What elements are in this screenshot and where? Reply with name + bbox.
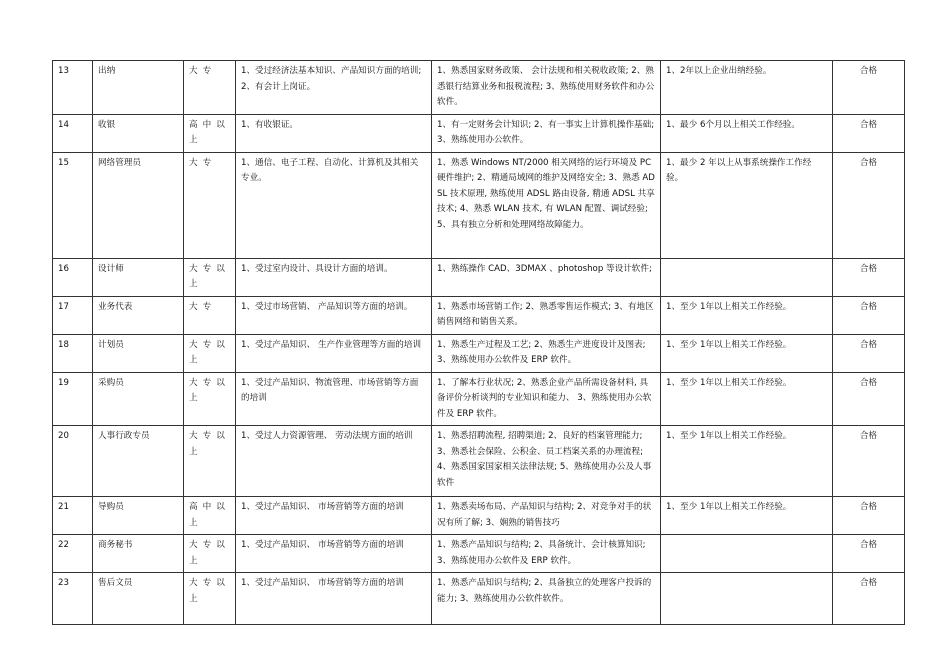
education-requirement: 大专以上 xyxy=(184,334,236,372)
evaluation-result: 合格 xyxy=(833,573,905,625)
position-name: 计划员 xyxy=(93,334,184,372)
position-name: 网络管理员 xyxy=(93,152,184,258)
training-requirement: 1、受过产品知识、物流管理、市场营销等方面的培训 xyxy=(236,372,432,426)
position-name: 商务秘书 xyxy=(93,535,184,573)
experience-requirement xyxy=(661,573,833,625)
evaluation-result: 合格 xyxy=(833,61,905,115)
row-number: 17 xyxy=(53,296,93,334)
table-row xyxy=(53,152,905,258)
experience-requirement: 1、最少 2 年以上从事系统操作工作经验。 xyxy=(661,152,833,258)
table-body xyxy=(53,61,905,625)
experience-requirement: 1、至少 1年以上相关工作经验。 xyxy=(661,497,833,535)
training-requirement: 1、受过产品知识、 市场营销等方面的培训 xyxy=(236,573,432,625)
position-name: 收银 xyxy=(93,114,184,152)
knowledge-requirement: 1、熟练操作 CAD、3DMAX 、photoshop 等设计软件; xyxy=(432,258,661,296)
row-number: 21 xyxy=(53,497,93,535)
knowledge-requirement: 1、熟悉国家财务政策、 会计法规和相关税收政策; 2、熟悉银行结算业务和报税流程; 3、熟练使用财务软件和办公软件。 xyxy=(432,61,661,115)
knowledge-requirement: 1、熟悉产品知识与结构; 2、具备独立的处理客户投诉的能力; 3、熟练使用办公软件软件。 xyxy=(432,573,661,625)
evaluation-result: 合格 xyxy=(833,296,905,334)
row-number: 15 xyxy=(53,152,93,258)
knowledge-requirement: 1、熟悉招聘流程, 招聘渠道; 2、良好的档案管理能力; 3、熟悉社会保险、公积金、员工档案关系的办理流程; 4、熟悉国家国家相关法律法规; 5、熟练使用办公及人事软件 xyxy=(432,426,661,497)
experience-requirement: 1、最少 6个月以上相关工作经验。 xyxy=(661,114,833,152)
position-name: 设计师 xyxy=(93,258,184,296)
table-row xyxy=(53,296,905,334)
row-number: 18 xyxy=(53,334,93,372)
experience-requirement: 1、至少 1年以上相关工作经验。 xyxy=(661,426,833,497)
education-requirement: 高中以上 xyxy=(184,497,236,535)
evaluation-result: 合格 xyxy=(833,426,905,497)
row-number: 16 xyxy=(53,258,93,296)
training-requirement: 1、受过市场营销、 产品知识等方面的培训。 xyxy=(236,296,432,334)
position-name: 导购员 xyxy=(93,497,184,535)
training-requirement: 1、有收银证。 xyxy=(236,114,432,152)
knowledge-requirement: 1、熟悉市场营销工作; 2、熟悉零售运作模式; 3、有地区销售网络和销售关系。 xyxy=(432,296,661,334)
table-row xyxy=(53,258,905,296)
position-name: 出纳 xyxy=(93,61,184,115)
experience-requirement: 1、至少 1年以上相关工作经验。 xyxy=(661,296,833,334)
row-number: 20 xyxy=(53,426,93,497)
row-number: 14 xyxy=(53,114,93,152)
evaluation-result: 合格 xyxy=(833,372,905,426)
table-row xyxy=(53,61,905,115)
training-requirement: 1、受过产品知识、 市场营销等方面的培训 xyxy=(236,497,432,535)
education-requirement: 高中以上 xyxy=(184,114,236,152)
table-row xyxy=(53,114,905,152)
education-requirement: 大专以上 xyxy=(184,372,236,426)
education-requirement: 大专 xyxy=(184,152,236,258)
evaluation-result: 合格 xyxy=(833,258,905,296)
training-requirement: 1、受过经济法基本知识、产品知识方面的培训; 2、有会计上岗证。 xyxy=(236,61,432,115)
knowledge-requirement: 1、熟悉产品知识与结构; 2、具备统计、会计核算知识; 3、熟练使用办公软件及 ERP 软件。 xyxy=(432,535,661,573)
evaluation-result: 合格 xyxy=(833,535,905,573)
table-row xyxy=(53,372,905,426)
training-requirement: 1、受过产品知识、 生产作业管理等方面的培训 xyxy=(236,334,432,372)
education-requirement: 大专以上 xyxy=(184,258,236,296)
requirements-table xyxy=(52,60,905,625)
table-row xyxy=(53,573,905,625)
evaluation-result: 合格 xyxy=(833,497,905,535)
experience-requirement xyxy=(661,258,833,296)
knowledge-requirement: 1、有一定财务会计知识; 2、有一事实上计算机操作基础; 3、熟练使用办公软件。 xyxy=(432,114,661,152)
evaluation-result: 合格 xyxy=(833,334,905,372)
row-number: 19 xyxy=(53,372,93,426)
row-number: 22 xyxy=(53,535,93,573)
experience-requirement xyxy=(661,535,833,573)
experience-requirement: 1、至少 1年以上相关工作经验。 xyxy=(661,334,833,372)
position-name: 售后文员 xyxy=(93,573,184,625)
table-row xyxy=(53,426,905,497)
knowledge-requirement: 1、熟悉生产过程及工艺; 2、熟悉生产进度设计及图表; 3、熟练使用办公软件及 ERP 软件。 xyxy=(432,334,661,372)
training-requirement: 1、受过人力资源管理、 劳动法规方面的培训 xyxy=(236,426,432,497)
training-requirement: 1、受过室内设计、具设计方面的培训。 xyxy=(236,258,432,296)
evaluation-result: 合格 xyxy=(833,152,905,258)
table-row xyxy=(53,334,905,372)
knowledge-requirement: 1、了解本行业状况; 2、熟悉企业产品所需设备材料, 具备评价分析谈判的专业知识和能力、 3、熟练使用办公软件及 ERP 软件。 xyxy=(432,372,661,426)
knowledge-requirement: 1、熟悉卖场布局、产品知识与结构; 2、对竞争对手的状况有所了解; 3、娴熟的销售技巧 xyxy=(432,497,661,535)
row-number: 23 xyxy=(53,573,93,625)
training-requirement: 1、通信、电子工程、自动化、计算机及其相关专业。 xyxy=(236,152,432,258)
education-requirement: 大专以上 xyxy=(184,535,236,573)
table-row xyxy=(53,497,905,535)
education-requirement: 大专 xyxy=(184,61,236,115)
position-name: 业务代表 xyxy=(93,296,184,334)
position-name: 人事行政专员 xyxy=(93,426,184,497)
table-row xyxy=(53,535,905,573)
experience-requirement: 1、2年以上企业出纳经验。 xyxy=(661,61,833,115)
education-requirement: 大专 xyxy=(184,296,236,334)
row-number: 13 xyxy=(53,61,93,115)
knowledge-requirement: 1、熟悉 Windows NT/2000 相关网络的运行环境及 PC 硬件维护; 2、精通局域网的维护及网络安全; 3、熟悉 ADSL 技术原理, 熟练使用 ADSL 路由设备, 精通 ADSL 共享技术; 4、熟悉 WLAN 技术, 有 WLAN 配置、调试经验; 5、具有独立分析和处理网络故障能力。 xyxy=(432,152,661,258)
experience-requirement: 1、至少 1年以上相关工作经验。 xyxy=(661,372,833,426)
education-requirement: 大专以上 xyxy=(184,426,236,497)
position-name: 采购员 xyxy=(93,372,184,426)
evaluation-result: 合格 xyxy=(833,114,905,152)
education-requirement: 大专以上 xyxy=(184,573,236,625)
training-requirement: 1、受过产品知识、 市场营销等方面的培训 xyxy=(236,535,432,573)
